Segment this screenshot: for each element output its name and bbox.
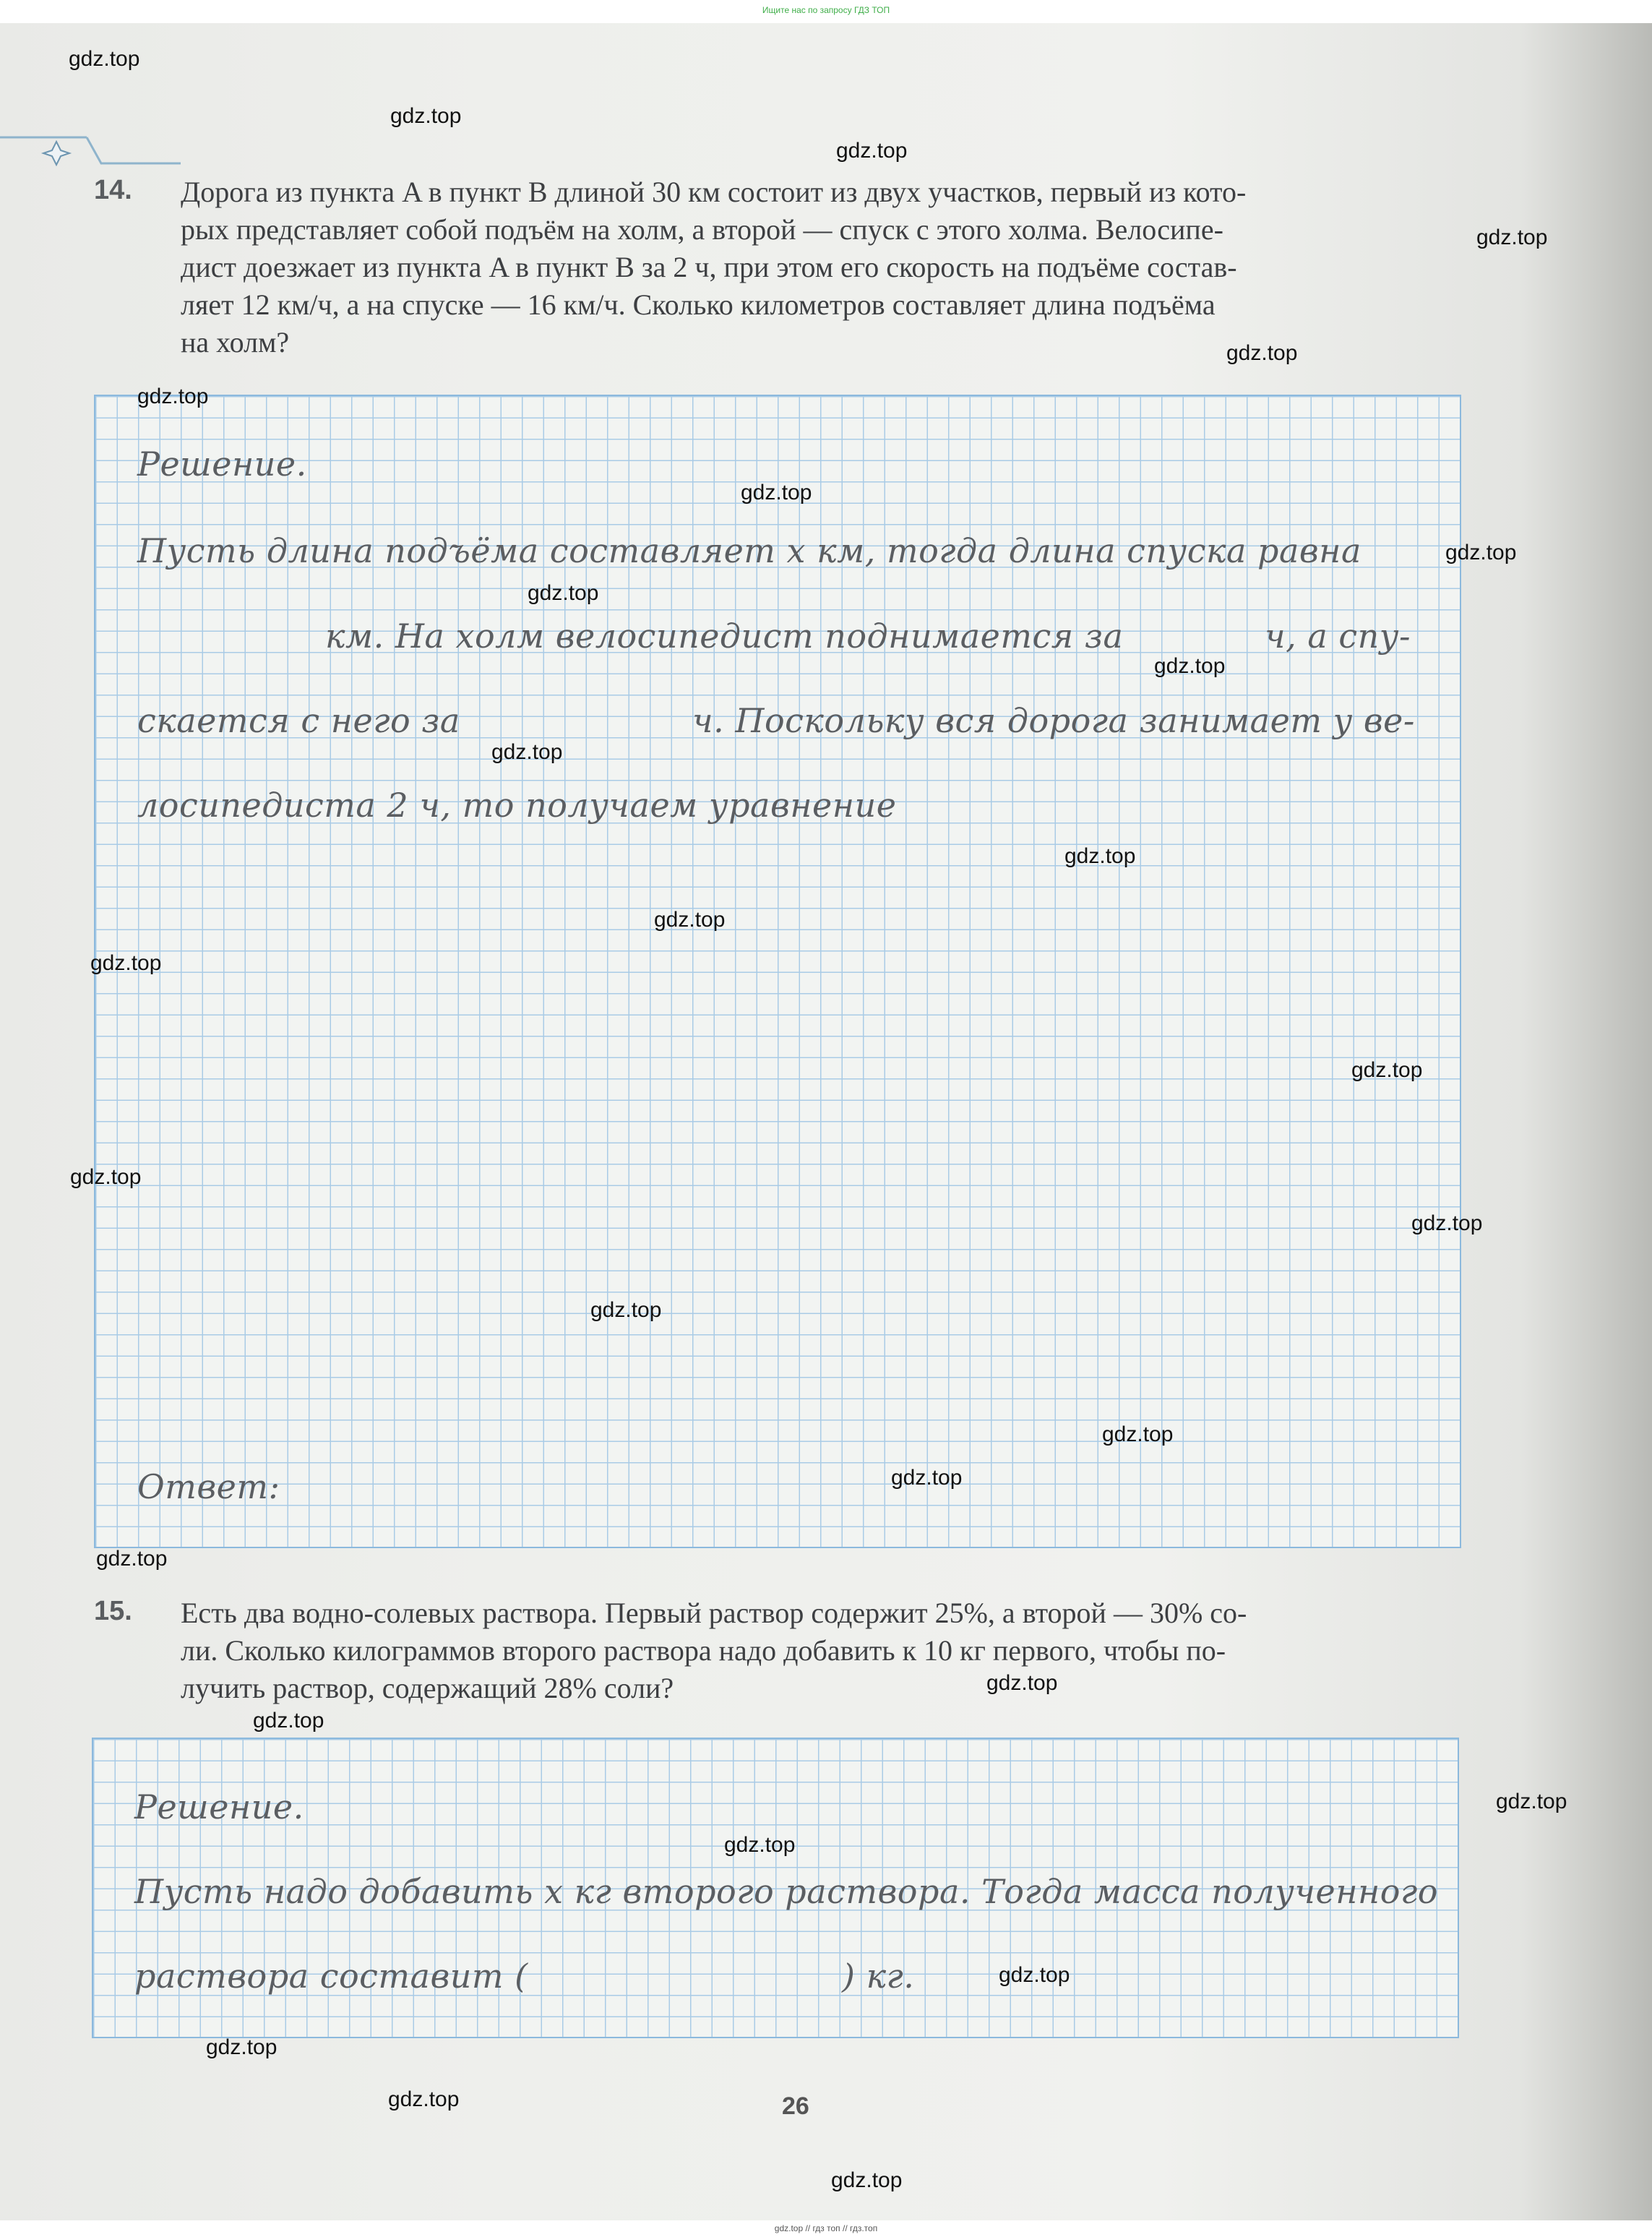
task14-line: на холм? bbox=[181, 326, 290, 358]
watermark: gdz.top bbox=[999, 1963, 1070, 1987]
task14-line: ляет 12 км/ч, а на спуске — 16 км/ч. Сколько километров составляет длина подъёма bbox=[181, 288, 1216, 321]
watermark: gdz.top bbox=[836, 139, 908, 163]
task14-solution-line: Пусть длина подъёма составляет x км, тогда длина спуска равна bbox=[137, 531, 1361, 570]
watermark: gdz.top bbox=[1351, 1058, 1423, 1082]
watermark: gdz.top bbox=[90, 951, 162, 975]
top-banner: Ищите нас по запросу ГДЗ ТОП bbox=[0, 0, 1652, 23]
watermark: gdz.top bbox=[1102, 1422, 1174, 1446]
watermark: gdz.top bbox=[724, 1833, 796, 1857]
task15-number: 15. bbox=[94, 1596, 132, 1626]
watermark: gdz.top bbox=[741, 481, 812, 504]
task14-number: 14. bbox=[94, 175, 132, 205]
watermark: gdz.top bbox=[528, 581, 599, 605]
task14-solution-line: скается с него за bbox=[137, 701, 460, 740]
watermark: gdz.top bbox=[590, 1298, 662, 1322]
watermark: gdz.top bbox=[96, 1547, 168, 1571]
watermark: gdz.top bbox=[390, 104, 462, 128]
watermark: gdz.top bbox=[388, 2087, 460, 2111]
task14-line: Дорога из пункта A в пункт B длиной 30 км состоит из двух участков, первый из кото- bbox=[181, 176, 1247, 208]
watermark: gdz.top bbox=[1445, 541, 1517, 564]
header-ornament bbox=[0, 134, 181, 168]
bottom-banner: gdz.top // гдз топ // гдз.топ bbox=[0, 2220, 1652, 2237]
task14-answer-label: Ответ: bbox=[137, 1467, 280, 1506]
task15-line: лучить раствор, содержащий 28% соли? bbox=[181, 1672, 674, 1704]
watermark: gdz.top bbox=[70, 1165, 142, 1189]
watermark: gdz.top bbox=[1226, 341, 1298, 365]
task14-line: рых представляет собой подъём на холм, а второй — спуск с этого холма. Велосипе- bbox=[181, 213, 1223, 246]
watermark: gdz.top bbox=[253, 1709, 324, 1733]
watermark: gdz.top bbox=[1154, 654, 1226, 678]
watermark: gdz.top bbox=[1476, 226, 1548, 249]
task15-line: Есть два водно-солевых раствора. Первый раствор содержит 25%, а второй — 30% со- bbox=[181, 1597, 1247, 1629]
watermark: gdz.top bbox=[491, 740, 563, 764]
watermark: gdz.top bbox=[831, 2168, 903, 2192]
task14-solution-label: Решение. bbox=[137, 445, 307, 484]
task14-solution-line: ч. Поскольку вся дорога занимает у ве- bbox=[692, 701, 1415, 740]
task14-line: дист доезжает из пункта A в пункт B за 2 ч, при этом его скорость на подъёме состав- bbox=[181, 251, 1237, 283]
task14-solution-line: ч, а спу- bbox=[1265, 617, 1411, 656]
watermark: gdz.top bbox=[137, 385, 209, 408]
watermark: gdz.top bbox=[1411, 1211, 1483, 1235]
task15-solution-line: Пусть надо добавить x кг второго раствора. Тогда масса полученного bbox=[134, 1872, 1438, 1911]
star-icon bbox=[43, 142, 69, 165]
watermark: gdz.top bbox=[654, 908, 726, 932]
page-number: 26 bbox=[782, 2092, 809, 2120]
watermark: gdz.top bbox=[986, 1671, 1058, 1695]
watermark: gdz.top bbox=[1064, 844, 1136, 868]
watermark: gdz.top bbox=[891, 1466, 963, 1490]
task14-solution-line: км. На холм велосипедист поднимается за bbox=[325, 617, 1124, 656]
watermark: gdz.top bbox=[69, 47, 140, 71]
task15-solution-line: ) кг. bbox=[842, 1957, 915, 1996]
task15-line: ли. Сколько килограммов второго раствора надо добавить к 10 кг первого, чтобы по- bbox=[181, 1634, 1226, 1667]
watermark: gdz.top bbox=[206, 2035, 278, 2059]
task15-solution-label: Решение. bbox=[134, 1787, 304, 1826]
task14-solution-line: лосипедиста 2 ч, то получаем уравнение bbox=[137, 786, 897, 825]
task15-solution-line: раствора составит ( bbox=[134, 1957, 528, 1996]
watermark: gdz.top bbox=[1496, 1790, 1567, 1813]
